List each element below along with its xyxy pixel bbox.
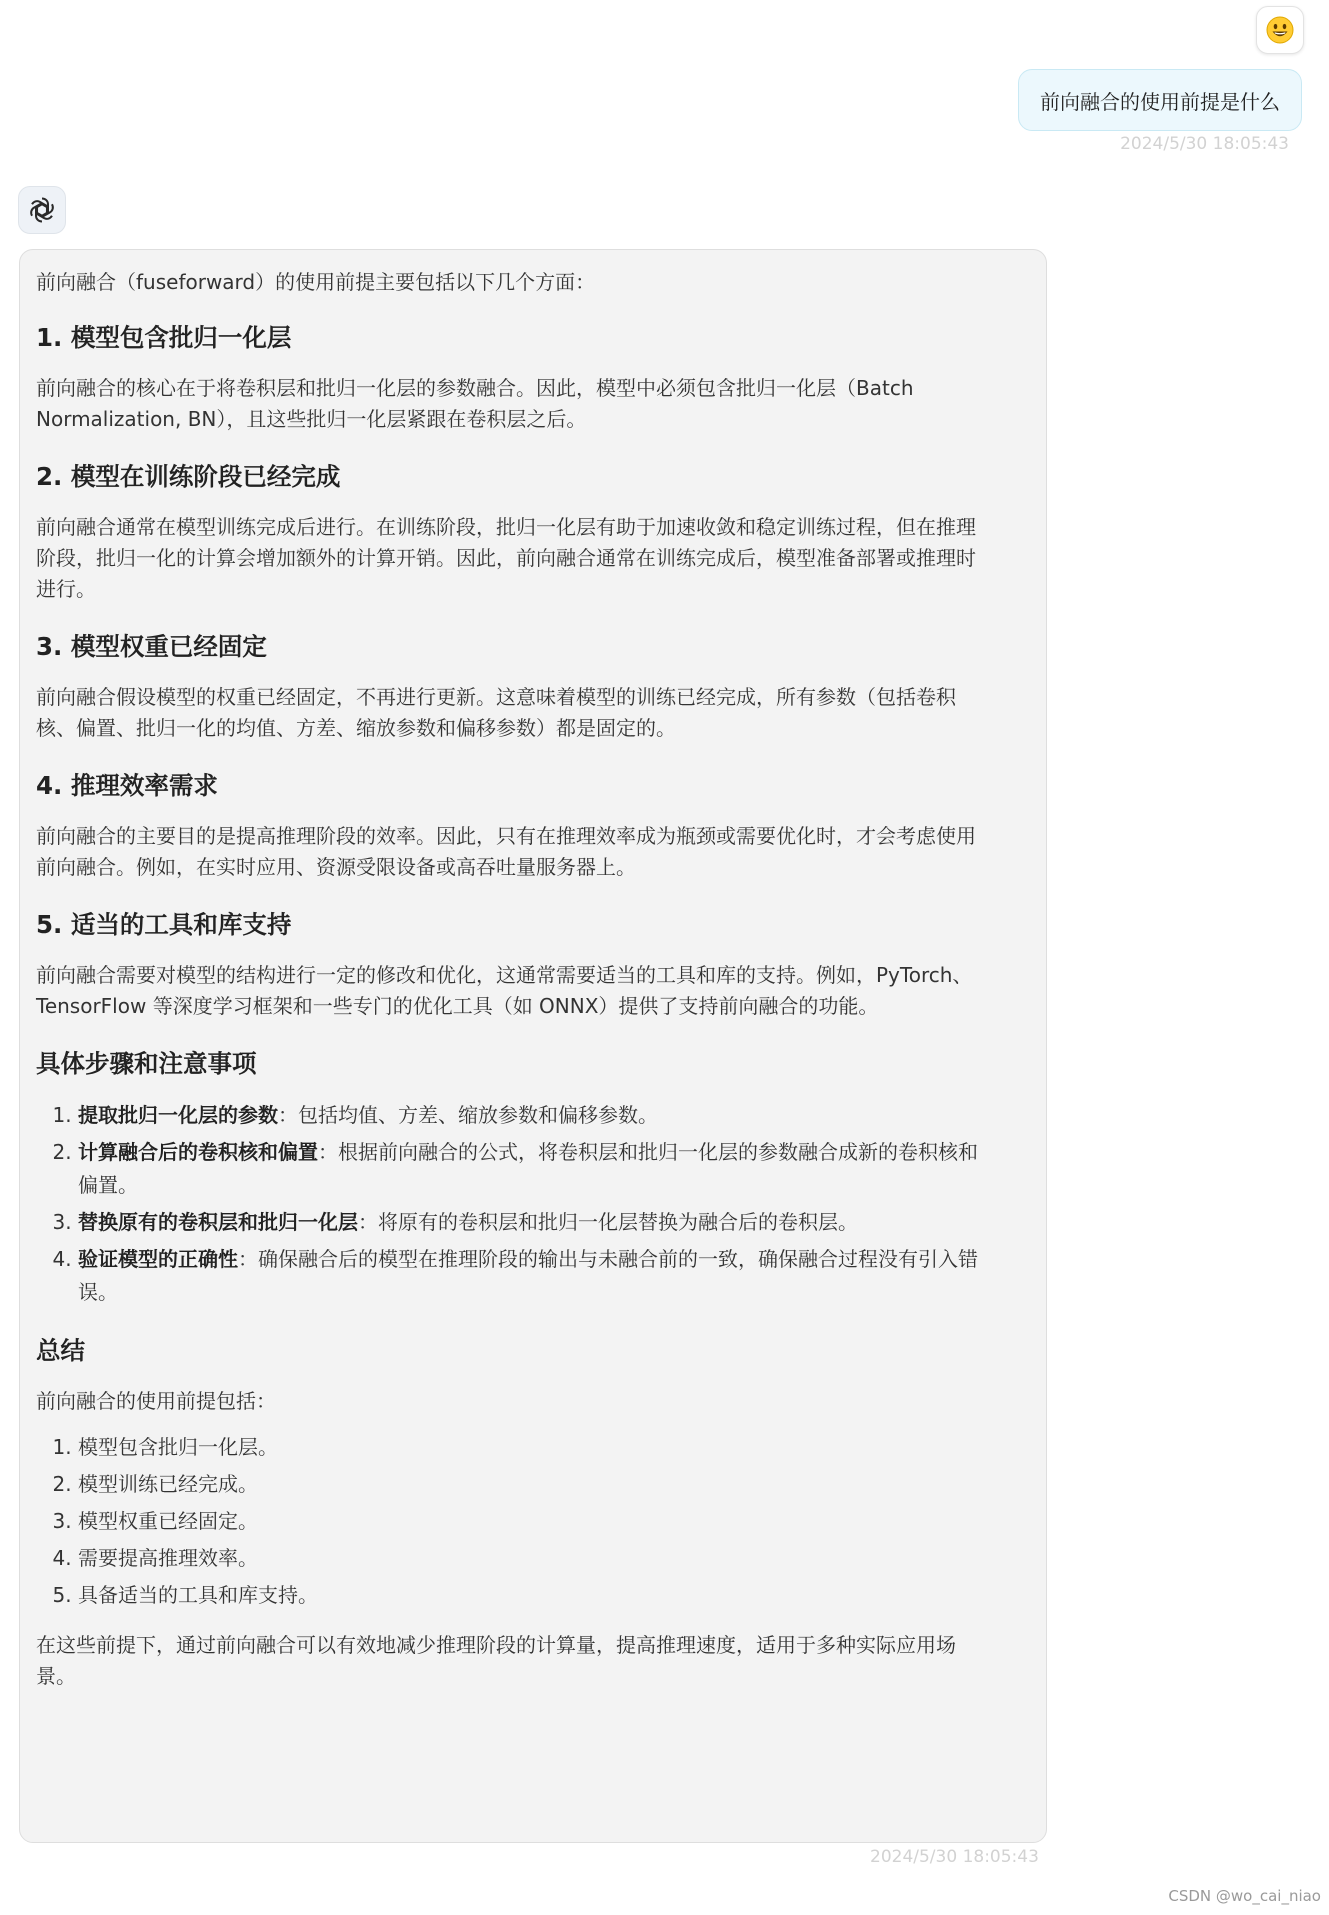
section-2-body — [36, 512, 1026, 605]
step-bold-label: 替换原有的卷积层和批归一化层 — [78, 1210, 358, 1234]
section-1-body — [36, 373, 1026, 435]
step-text: ：确保融合后的模型在推理阶段的输出与未融合前的一致，确保融合过程没有引入错 — [238, 1247, 978, 1271]
section-2-line: 进行。 — [36, 577, 96, 601]
user-message-bubble — [1018, 69, 1302, 131]
step-text: 偏置。 — [78, 1173, 138, 1197]
summary-heading: 总结 — [36, 1336, 85, 1365]
step-text: ：根据前向融合的公式，将卷积层和批归一化层的参数融合成新的卷积核和 — [318, 1140, 978, 1164]
user-message-text: 前向融合的使用前提是什么 — [1040, 89, 1280, 114]
step-text: 误。 — [78, 1280, 118, 1304]
summary-intro: 前向融合的使用前提包括： — [36, 1389, 276, 1413]
conclusion-line: 在这些前提下，通过前向融合可以有效地减少推理阶段的计算量，提高推理速度，适用于多种实际应用场 — [36, 1633, 956, 1657]
user-message-timestamp: 2024/5/30 18:05:43 — [1120, 134, 1289, 154]
list-item — [78, 1136, 1026, 1202]
section-5-body — [36, 960, 1026, 1022]
section-5-line: 前向融合需要对模型的结构进行一定的修改和优化，这通常需要适当的工具和库的支持。例如，PyTorch、 — [36, 963, 973, 987]
section-5-heading: 5. 适当的工具和库支持 — [36, 910, 292, 939]
assistant-message-bubble — [19, 249, 1047, 1843]
section-1-heading: 1. 模型包含批归一化层 — [36, 323, 292, 352]
list-item: 2. 模型训练已经完成。 — [78, 1468, 1026, 1501]
list-item — [78, 1206, 1026, 1239]
step-bold-label: 验证模型的正确性 — [78, 1247, 238, 1271]
section-4-line: 前向融合。例如，在实时应用、资源受限设备或高吞吐量服务器上。 — [36, 855, 636, 879]
step-bold-label: 提取批归一化层的参数 — [78, 1103, 278, 1127]
section-4-body — [36, 821, 1026, 883]
step-text: ：包括均值、方差、缩放参数和偏移参数。 — [278, 1103, 658, 1127]
assistant-message-timestamp: 2024/5/30 18:05:43 — [870, 1847, 1039, 1867]
summary-list — [36, 1431, 1026, 1612]
section-2-line: 前向融合通常在模型训练完成后进行。在训练阶段，批归一化层有助于加速收敛和稳定训练过程，但在推理 — [36, 515, 976, 539]
section-4-line: 前向融合的主要目的是提高推理阶段的效率。因此，只有在推理效率成为瓶颈或需要优化时，才会考虑使用 — [36, 824, 976, 848]
section-3-body — [36, 682, 1026, 744]
section-5-line: TensorFlow 等深度学习框架和一些专门的优化工具（如 ONNX）提供了支持前向融合的功能。 — [36, 994, 879, 1018]
intro-text: 前向融合（fuseforward）的使用前提主要包括以下几个方面： — [36, 270, 596, 294]
list-item: 1. 模型包含批归一化层。 — [78, 1431, 1026, 1464]
watermark: CSDN @wo_cai_niao — [1168, 1887, 1321, 1905]
user-avatar — [1256, 6, 1304, 54]
section-4-heading: 4. 推理效率需求 — [36, 771, 218, 800]
section-3-heading: 3. 模型权重已经固定 — [36, 632, 267, 661]
section-2-line: 阶段，批归一化的计算会增加额外的计算开销。因此，前向融合通常在训练完成后，模型准备部署或推理时 — [36, 546, 976, 570]
list-item: 3. 模型权重已经固定。 — [78, 1505, 1026, 1538]
section-3-line: 核、偏置、批归一化的均值、方差、缩放参数和偏移参数）都是固定的。 — [36, 716, 676, 740]
conclusion-line: 景。 — [36, 1664, 76, 1688]
section-2-heading: 2. 模型在训练阶段已经完成 — [36, 462, 341, 491]
list-item — [78, 1243, 1026, 1309]
section-3-line: 前向融合假设模型的权重已经固定，不再进行更新。这意味着模型的训练已经完成，所有参数（包括卷积 — [36, 685, 956, 709]
list-item: 4. 需要提高推理效率。 — [78, 1542, 1026, 1575]
assistant-avatar — [18, 186, 66, 234]
steps-list — [36, 1099, 1026, 1309]
list-item — [78, 1099, 1026, 1132]
section-1-line: 前向融合的核心在于将卷积层和批归一化层的参数融合。因此，模型中必须包含批归一化层（Batch — [36, 376, 914, 400]
section-1-line: Normalization, BN），且这些批归一化层紧跟在卷积层之后。 — [36, 407, 587, 431]
openai-logo-icon — [26, 194, 58, 226]
list-item: 5. 具备适当的工具和库支持。 — [78, 1579, 1026, 1612]
step-bold-label: 计算融合后的卷积核和偏置 — [78, 1140, 318, 1164]
summary-conclusion — [36, 1630, 1026, 1692]
smiley-emoji-icon — [1266, 16, 1294, 44]
steps-heading: 具体步骤和注意事项 — [36, 1049, 257, 1078]
step-text: ：将原有的卷积层和批归一化层替换为融合后的卷积层。 — [358, 1210, 858, 1234]
